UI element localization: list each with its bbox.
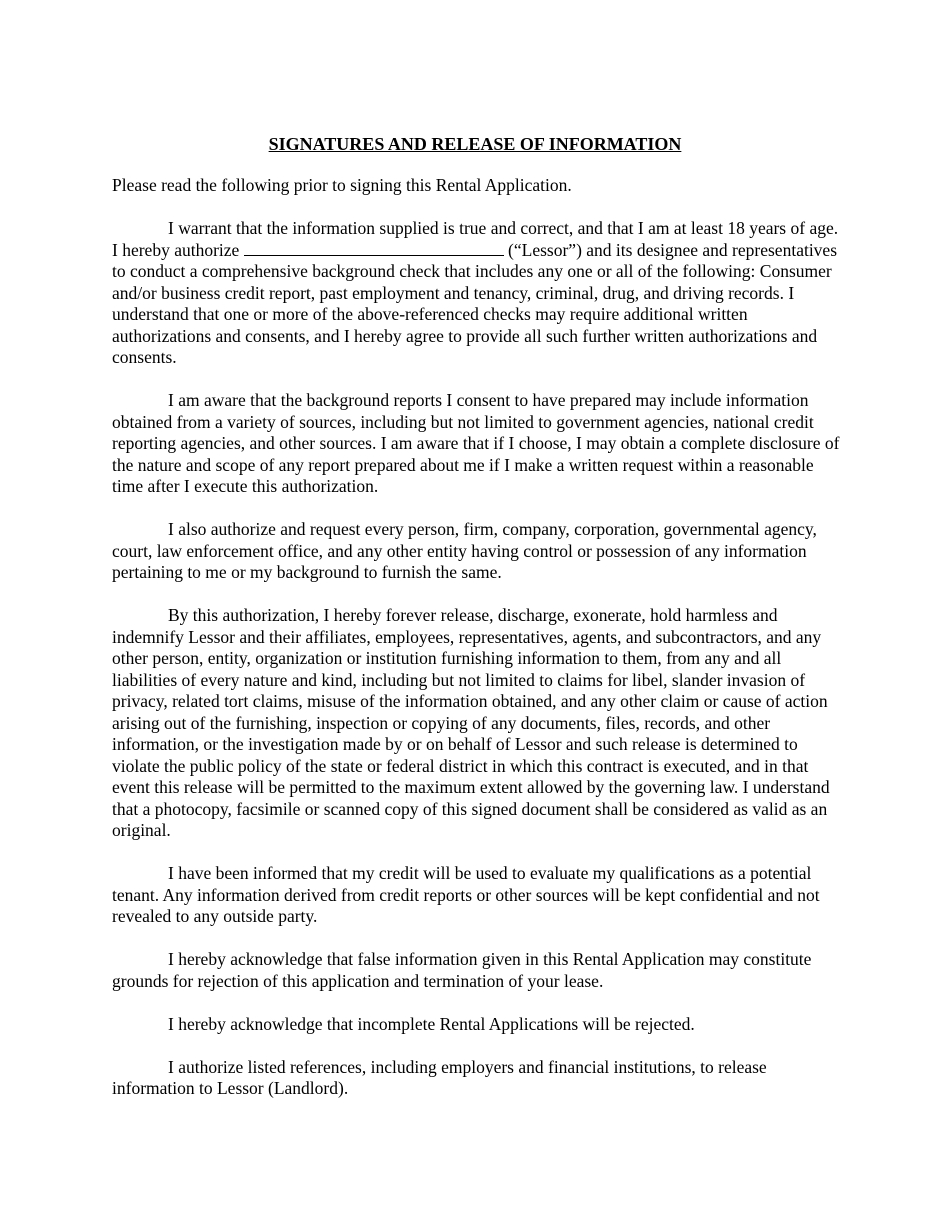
background-reports-paragraph: I am aware that the background reports I consent to have prepared may include information obtained from a variety of sources, including but not limited to government agencies, national credit reporting agencies, and other sources. I am aware that if I choose, I may obtain a complete disclosure of the nature and scope of any report prepared about me if I make a written request within a reasonable time after I execute this authorization. <box>112 390 840 496</box>
release-paragraph: By this authorization, I hereby forever release, discharge, exonerate, hold harmless and indemnify Lessor and their affiliates, employees, representatives, agents, and subcontractors, and any other person, entity, organization or institution furnishing information to them, from any and all liabilities of every nature and kind, including but not limited to claims for libel, slander invasion of privacy, related tort claims, misuse of the information obtained, and any other claim or cause of action arising out of the furnishing, inspection or copying of any documents, files, records, and other information, or the investigation made by or on behalf of Lessor and such release is determined to violate the public policy of the state or federal district in which this contract is executed, and in that event this release will be permitted to the maximum extent allowed by the governing law. I understand that a photocopy, facsimile or scanned copy of this signed document shall be considered as valid as an original. <box>112 605 830 840</box>
references-paragraph: I authorize listed references, including employers and financial institutions, to release information to Lessor (Landlord). <box>112 1056 767 1098</box>
document-title: SIGNATURES AND RELEASE OF INFORMATION <box>268 134 682 154</box>
intro-paragraph: Please read the following prior to signing this Rental Application. <box>112 175 572 195</box>
authorization-paragraph <box>112 218 840 369</box>
authorize-request-paragraph: I also authorize and request every person, firm, company, corporation, governmental agency, court, law enforcement office, and any other entity having control or possession of any information pertaining to me or my background to furnish the same. <box>112 519 817 582</box>
false-information-paragraph: I hereby acknowledge that false information given in this Rental Application may constitute grounds for rejection of this application and termination of your lease. <box>112 949 812 991</box>
document-body <box>112 175 840 1121</box>
lessor-name-blank[interactable] <box>244 241 504 256</box>
incomplete-application-paragraph: I hereby acknowledge that incomplete Rental Applications will be rejected. <box>168 1013 695 1034</box>
authorization-text-end: (“Lessor”) and its designee and representatives to conduct a comprehensive background check that includes any one or all of the following: Consumer and/or business credit report, past employment and tenancy, criminal, drug, and driving records. I understand that one or more of the above-referenced checks may require additional written authorizations and consents, and I hereby agree to provide all such further written authorizations and consents. <box>112 239 838 367</box>
authorization-text-start: I warrant that the information supplied is true and correct, and that I am at least 18 years of age. I hereby authorize <box>112 218 839 260</box>
credit-use-paragraph: I have been informed that my credit will be used to evaluate my qualifications as a potential tenant. Any information derived from credit reports or other sources will be kept confidential and not revealed to any outside party. <box>112 863 820 926</box>
